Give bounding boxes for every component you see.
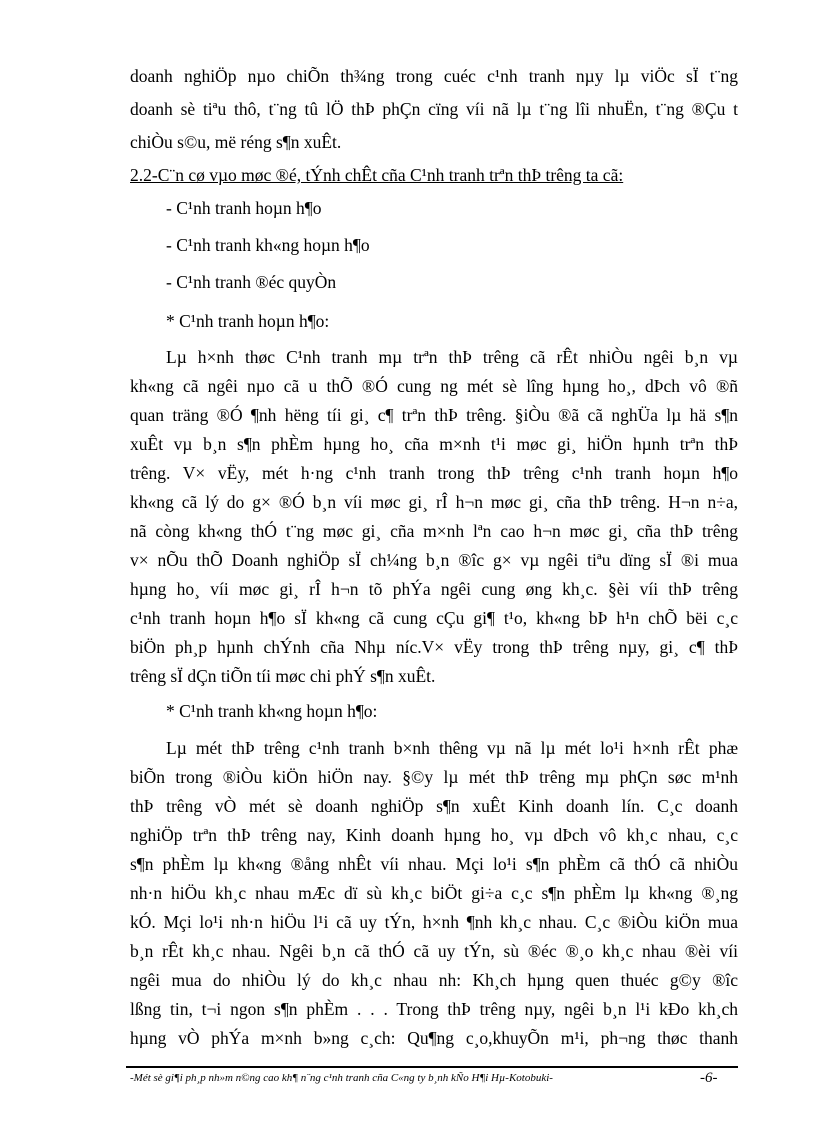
paragraph-line: thÞ trêng vÒ mét sè doanh nghiÖp s¶n xuÊt Kinh doanh lín. C¸c doanh bbox=[130, 796, 738, 816]
paragraph-line: quan träng ®Ó ¶nh hëng tíi gi¸ c¶ trªn thÞ trêng. §iÒu ®ã cã nghÜa lµ hä s¶n bbox=[130, 405, 738, 425]
footer-title: -Mét sè gi¶i ph¸p nh»m n©ng cao kh¶ n¨ng c¹nh tranh cña C«ng ty b¸nh kÑo H¶i Hµ-Kotobuki- bbox=[130, 1072, 553, 1084]
paragraph-line: lßng tin, t¬i ngon s¶n phÈm . . . Trong thÞ trêng nµy, ngêi b¸n l¹i kÐo kh¸ch bbox=[130, 999, 738, 1019]
paragraph-line: biÕn trong ®iÒu kiÖn hiÖn nay. §©y lµ mét thÞ trêng mµ phÇn søc m¹nh bbox=[130, 767, 738, 787]
subsection-heading: * C¹nh tranh hoµn h¶o: bbox=[166, 311, 330, 331]
paragraph-line: kÓ. Mçi lo¹i nh·n hiÖu l¹i cã uy tÝn, h×nh ¶nh kh¸c nhau. C¸c ®iÒu kiÖn mua bbox=[130, 912, 738, 932]
paragraph-line: kh«ng cã lý do g× ®Ó b¸n víi møc gi¸ rÎ h¬n møc gi¸ cña thÞ trêng. H¬n n÷a, bbox=[130, 492, 738, 512]
paragraph-line: biÖn ph¸p hµnh chÝnh cña Nhµ níc.V× vËy trong thÞ trêng nµy, gi¸ c¶ thÞ bbox=[130, 637, 738, 657]
paragraph-line: doanh sè tiªu thô, t¨ng tû lÖ thÞ phÇn cïng víi nã lµ t¨ng lîi nhuËn, t¨ng ®Çu t bbox=[130, 99, 738, 119]
paragraph-line: trêng. V× vËy, mét h·ng c¹nh tranh trong thÞ trêng c¹nh tranh hoµn h¶o bbox=[130, 463, 738, 483]
section-heading: 2.2-C¨n cø vµo møc ®é, tÝnh chÊt cña C¹nh tranh trªn thÞ trêng ta cã: bbox=[130, 165, 624, 185]
list-item: - C¹nh tranh hoµn h¶o bbox=[166, 198, 322, 218]
paragraph-line: kh«ng cã ngêi nµo cã u thÕ ®Ó cung ng mét sè lîng hµng ho¸, dÞch vô ®ñ bbox=[130, 376, 738, 396]
paragraph-line: v× nÕu thÕ Doanh nghiÖp sÏ ch¼ng b¸n ®îc g× vµ ngêi tiªu dïng sÏ ®i mua bbox=[130, 550, 738, 570]
paragraph-line: c¹nh tranh hoµn h¶o sÏ kh«ng cã cung cÇu gi¶ t¹o, kh«ng bÞ h¹n chÕ bëi c¸c bbox=[130, 608, 738, 628]
subsection-heading: * C¹nh tranh kh«ng hoµn h¶o: bbox=[166, 701, 378, 721]
paragraph-line: doanh nghiÖp nµo chiÕn th¾ng trong cuéc c¹nh tranh nµy lµ viÖc sÏ t¨ng bbox=[130, 66, 738, 86]
paragraph-line: hµng ho¸ víi møc gi¸ rÎ h¬n tõ phÝa ngêi cung øng kh¸c. §èi víi thÞ trêng bbox=[130, 579, 738, 599]
paragraph-line: trêng sÏ dÇn tiÕn tíi møc chi phÝ s¶n xuÊt. bbox=[130, 666, 436, 686]
page-number: -6- bbox=[700, 1070, 718, 1086]
paragraph-line: nã còng kh«ng thÓ t¨ng møc gi¸ cña m×nh lªn cao h¬n møc gi¸ cña thÞ trêng bbox=[130, 521, 738, 541]
paragraph-line: nghiÖp trªn thÞ trêng nay, Kinh doanh hµng ho¸ vµ dÞch vô kh¸c nhau, c¸c bbox=[130, 825, 738, 845]
paragraph-line: ngêi mua do nhiÒu lý do kh¸c nhau nh: Kh¸ch hµng quen thuéc g©y ®îc bbox=[130, 970, 738, 990]
paragraph-line: Lµ h×nh thøc C¹nh tranh mµ trªn thÞ trêng cã rÊt nhiÒu ngêi b¸n vµ bbox=[166, 347, 738, 367]
paragraph-line: xuÊt vµ b¸n s¶n phÈm hµng ho¸ cña m×nh t¹i møc gi¸ hiÖn hµnh trªn thÞ bbox=[130, 434, 738, 454]
paragraph-line: hµng vÒ phÝa m×nh b»ng c¸ch: Qu¶ng c¸o,khuyÕn m¹i, ph¬ng thøc thanh bbox=[130, 1028, 738, 1048]
paragraph-line: nh·n hiÖu kh¸c nhau mÆc dï sù kh¸c biÖt gi÷a c¸c s¶n phÈm lµ kh«ng ®¸ng bbox=[130, 883, 738, 903]
footer-divider bbox=[126, 1066, 738, 1068]
paragraph-line: chiÒu s©u, më réng s¶n xuÊt. bbox=[130, 132, 342, 152]
paragraph-line: Lµ mét thÞ trêng c¹nh tranh b×nh thêng vµ nã lµ mét lo¹i h×nh rÊt phæ bbox=[166, 738, 738, 758]
list-item: - C¹nh tranh kh«ng hoµn h¶o bbox=[166, 235, 370, 255]
paragraph-line: b¸n rÊt kh¸c nhau. Ngêi b¸n cã thÓ cã uy tÝn, sù ®éc ®¸o kh¸c nhau ®èi víi bbox=[130, 941, 738, 961]
list-item: - C¹nh tranh ®éc quyÒn bbox=[166, 272, 337, 292]
paragraph-line: s¶n phÈm lµ kh«ng ®ång nhÊt víi nhau. Mçi lo¹i s¶n phÈm cã thÓ cã nhiÒu bbox=[130, 854, 738, 874]
